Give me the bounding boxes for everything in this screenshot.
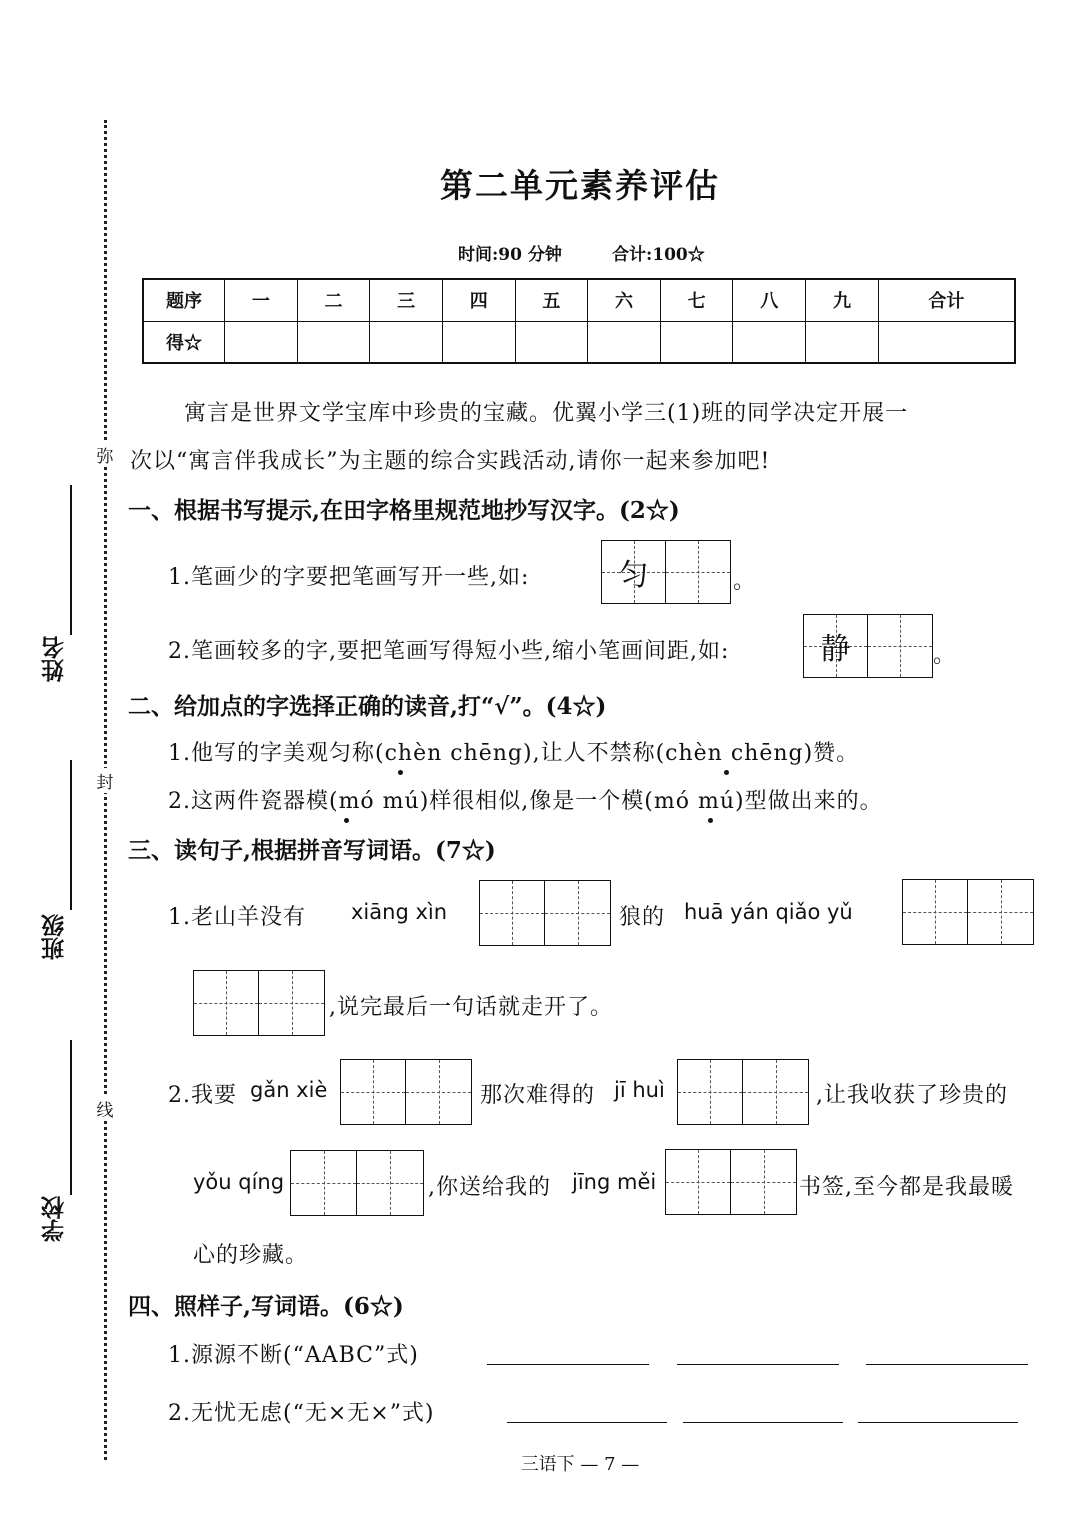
table-cell: 题序 bbox=[143, 279, 225, 321]
tian-cell[interactable] bbox=[903, 880, 968, 944]
total-info: 合计:100☆ bbox=[612, 245, 705, 265]
tian-cell[interactable] bbox=[341, 1060, 406, 1124]
table-cell: 九 bbox=[806, 279, 879, 321]
score-cell[interactable] bbox=[442, 321, 515, 363]
tian-cell[interactable] bbox=[666, 541, 730, 603]
tian-cell[interactable] bbox=[666, 1150, 731, 1214]
page-title: 第二单元素养评估 bbox=[440, 166, 720, 205]
score-table bbox=[142, 278, 1016, 364]
table-cell: 六 bbox=[588, 279, 661, 321]
q3-grid-2b[interactable] bbox=[193, 970, 325, 1036]
q1-item-2: 2.笔画较多的字,要把笔画写得短小些,缩小笔画间距,如: bbox=[168, 639, 730, 664]
table-cell: 五 bbox=[515, 279, 588, 321]
answer-blank[interactable] bbox=[507, 1422, 667, 1423]
section-4-title: 四、照样子,写词语。(6☆) bbox=[128, 1293, 404, 1320]
q3-s1-b: 狼的 bbox=[619, 905, 666, 930]
q1-item-1-end: 。 bbox=[733, 569, 757, 594]
tian-cell[interactable] bbox=[868, 615, 932, 677]
q1-grid-2[interactable] bbox=[803, 614, 933, 678]
answer-blank[interactable] bbox=[677, 1364, 839, 1365]
emphasis-dot bbox=[398, 770, 403, 775]
name-blank bbox=[70, 485, 72, 635]
section-2-title: 二、给加点的字选择正确的读音,打“√”。(4☆) bbox=[128, 693, 607, 720]
sample-char: 匀 bbox=[618, 558, 649, 593]
q2-item-2: 2.这两件瓷器模(mó mú)样很相似,像是一个模(mó mú)型做出来的。 bbox=[168, 789, 883, 814]
school-label: 学校 bbox=[42, 1196, 68, 1242]
sample-char: 静 bbox=[820, 632, 851, 667]
q3-pinyin-6: jīng měi bbox=[572, 1170, 657, 1194]
emphasis-dot bbox=[724, 770, 729, 775]
q4-item-1: 1.源源不断(“AABC”式) bbox=[168, 1343, 419, 1368]
score-cell[interactable] bbox=[588, 321, 661, 363]
answer-blank[interactable] bbox=[858, 1422, 1018, 1423]
tian-cell bbox=[804, 615, 868, 677]
q3-grid-3[interactable] bbox=[340, 1059, 472, 1125]
q3-s2-e: 书签,至今都是我最暖 bbox=[799, 1175, 1014, 1200]
tian-cell bbox=[602, 541, 666, 603]
intro-line-2: 次以“寓言伴我成长”为主题的综合实践活动,请你一起来参加吧! bbox=[130, 449, 771, 474]
school-blank bbox=[70, 1040, 72, 1195]
q3-pinyin-4: jī huì bbox=[614, 1078, 665, 1102]
q4-item-2: 2.无忧无虑(“无×无×”式) bbox=[168, 1401, 435, 1426]
q3-pinyin-5: yǒu qíng bbox=[193, 1170, 285, 1194]
table-cell: 七 bbox=[660, 279, 733, 321]
tian-cell[interactable] bbox=[291, 1151, 357, 1215]
tian-cell[interactable] bbox=[357, 1151, 423, 1215]
score-cell[interactable] bbox=[370, 321, 443, 363]
answer-blank[interactable] bbox=[866, 1364, 1028, 1365]
score-cell[interactable] bbox=[660, 321, 733, 363]
score-cell[interactable] bbox=[878, 321, 1015, 363]
q1-item-2-end: 。 bbox=[933, 643, 957, 668]
table-cell: 四 bbox=[442, 279, 515, 321]
time-info: 时间:90 分钟 bbox=[458, 245, 562, 265]
q3-grid-1[interactable] bbox=[479, 880, 611, 946]
class-blank bbox=[70, 760, 72, 910]
seal-char-xian: 线 bbox=[94, 1096, 116, 1121]
table-cell: 三 bbox=[370, 279, 443, 321]
emphasis-dot bbox=[708, 818, 713, 823]
score-cell[interactable] bbox=[515, 321, 588, 363]
q3-grid-5[interactable] bbox=[290, 1150, 424, 1216]
section-3-title: 三、读句子,根据拼音写词语。(7☆) bbox=[128, 837, 496, 864]
table-cell: 一 bbox=[225, 279, 298, 321]
page-footer: 三语下 — 7 — bbox=[520, 1454, 640, 1475]
name-label: 姓名 bbox=[42, 636, 68, 682]
table-cell: 得☆ bbox=[143, 321, 225, 363]
answer-blank[interactable] bbox=[487, 1364, 649, 1365]
section-1-title: 一、根据书写提示,在田字格里规范地抄写汉字。(2☆) bbox=[128, 497, 680, 524]
q3-s2-b: 那次难得的 bbox=[480, 1083, 596, 1108]
q3-grid-6[interactable] bbox=[665, 1149, 797, 1215]
score-cell[interactable] bbox=[806, 321, 879, 363]
score-table-score-row bbox=[143, 321, 1015, 363]
tian-cell[interactable] bbox=[406, 1060, 471, 1124]
q3-s1-a: 1.老山羊没有 bbox=[168, 905, 306, 930]
seal-char-feng: 封 bbox=[94, 768, 116, 793]
tian-cell[interactable] bbox=[968, 880, 1033, 944]
q3-pinyin-1: xiāng xìn bbox=[351, 900, 448, 924]
score-table-header-row bbox=[143, 279, 1015, 321]
tian-cell[interactable] bbox=[194, 971, 259, 1035]
q3-s2-f: 心的珍藏。 bbox=[193, 1243, 309, 1268]
q3-pinyin-3: gǎn xiè bbox=[250, 1078, 328, 1102]
q3-s1-c: ,说完最后一句话就走开了。 bbox=[329, 995, 613, 1020]
q2-item-1: 1.他写的字美观匀称(chèn chēng),让人不禁称(chèn chēng)赞。 bbox=[168, 741, 860, 766]
tian-cell[interactable] bbox=[259, 971, 324, 1035]
table-cell: 合计 bbox=[878, 279, 1015, 321]
tian-cell[interactable] bbox=[480, 881, 545, 945]
score-cell[interactable] bbox=[225, 321, 298, 363]
table-cell: 二 bbox=[297, 279, 370, 321]
score-cell[interactable] bbox=[733, 321, 806, 363]
score-cell[interactable] bbox=[297, 321, 370, 363]
q3-grid-2a[interactable] bbox=[902, 879, 1034, 945]
q3-s2-a: 2.我要 bbox=[168, 1083, 237, 1108]
tian-cell[interactable] bbox=[545, 881, 610, 945]
tian-cell[interactable] bbox=[731, 1150, 796, 1214]
class-label: 班级 bbox=[42, 914, 68, 960]
tian-cell[interactable] bbox=[678, 1060, 743, 1124]
tian-cell[interactable] bbox=[743, 1060, 808, 1124]
q3-s2-c: ,让我收获了珍贵的 bbox=[816, 1083, 1008, 1108]
q3-pinyin-2: huā yán qiǎo yǔ bbox=[684, 900, 853, 924]
q3-grid-4[interactable] bbox=[677, 1059, 809, 1125]
emphasis-dot bbox=[344, 818, 349, 823]
intro-line-1: 寓言是世界文学宝库中珍贵的宝藏。优翼小学三(1)班的同学决定开展一 bbox=[184, 401, 909, 426]
seal-char-mi: 弥 bbox=[94, 442, 116, 467]
table-cell: 八 bbox=[733, 279, 806, 321]
q1-grid-1[interactable] bbox=[601, 540, 731, 604]
q1-item-1: 1.笔画少的字要把笔画写开一些,如: bbox=[168, 565, 530, 590]
answer-blank[interactable] bbox=[683, 1422, 843, 1423]
q3-s2-d: ,你送给我的 bbox=[428, 1175, 551, 1200]
